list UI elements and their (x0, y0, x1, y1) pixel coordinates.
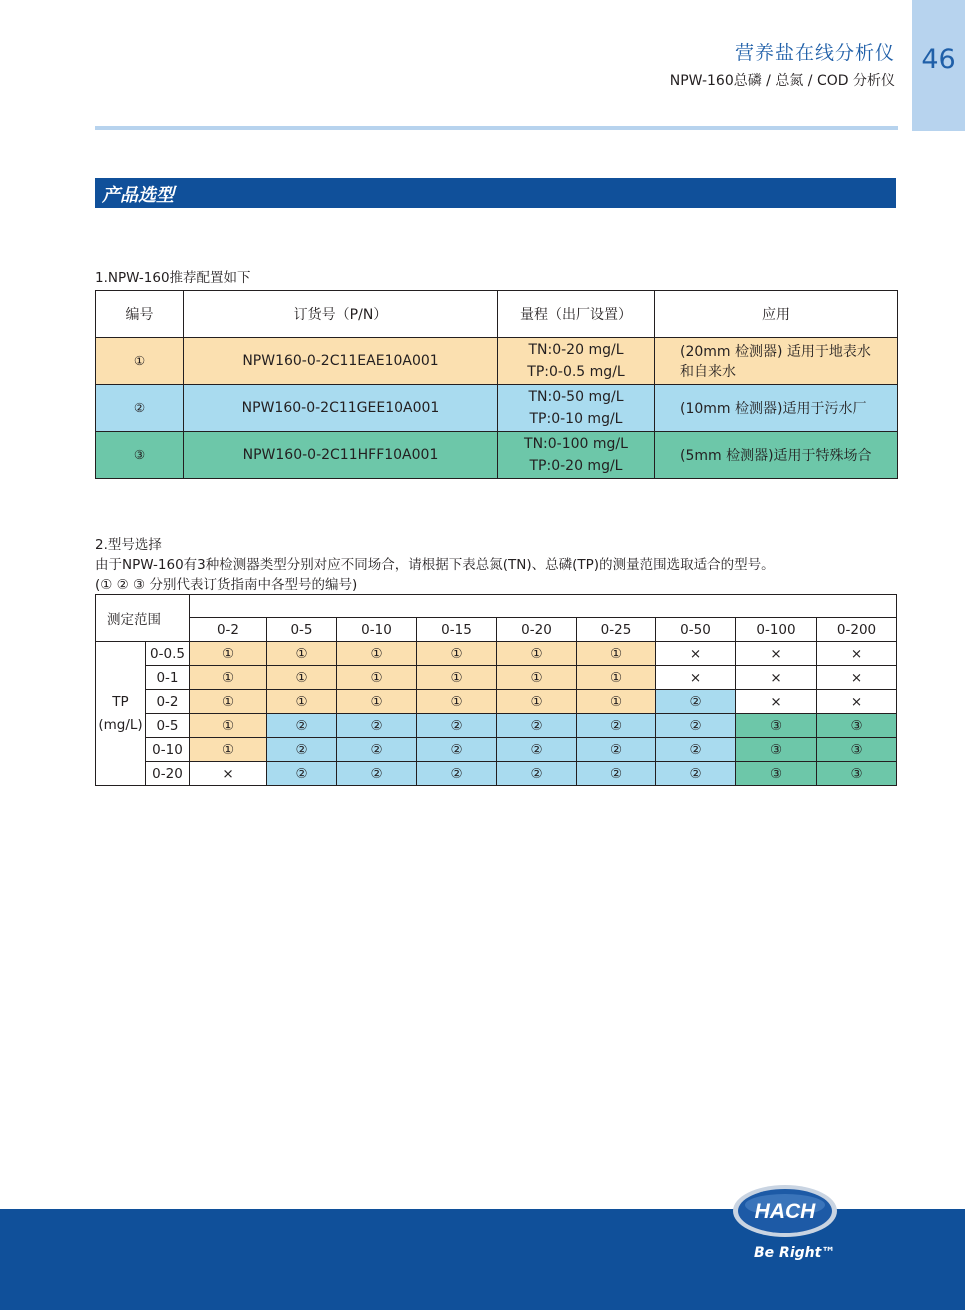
svg-text:HACH: HACH (754, 1200, 816, 1223)
part1-heading: 1.NPW-160推荐配置如下 (95, 270, 251, 286)
tn-range-header: 0-2 (190, 618, 267, 642)
page-number: 46 (921, 44, 956, 75)
model-cell: × (656, 642, 736, 666)
model-cell: ② (337, 714, 417, 738)
model-cell: × (736, 642, 817, 666)
model-cell: × (817, 690, 897, 714)
model-cell: ① (190, 714, 267, 738)
model-cell: ① (497, 642, 577, 666)
model-cell: ② (656, 738, 736, 762)
model-cell: ② (267, 738, 337, 762)
application-cell: (10mm 检测器)适用于污水厂 (655, 385, 898, 432)
model-cell: ① (337, 642, 417, 666)
model-cell: ① (417, 666, 497, 690)
application-cell: (5mm 检测器)适用于特殊场合 (655, 432, 898, 479)
hach-logo (732, 1183, 842, 1241)
table-row (96, 738, 897, 762)
page-tab (912, 0, 965, 131)
model-cell: ③ (736, 714, 817, 738)
table-row (96, 642, 897, 666)
model-cell: ② (577, 738, 656, 762)
tp-range-label: 0-1 (146, 666, 190, 690)
model-id: ② (96, 385, 184, 432)
model-cell: ③ (817, 714, 897, 738)
tn-range-header: 0-100 (736, 618, 817, 642)
model-cell: ① (267, 690, 337, 714)
model-id: ③ (96, 432, 184, 479)
tn-range-header: 0-200 (817, 618, 897, 642)
application-cell: (20mm 检测器) 适用于地表水 和自来水 (655, 338, 898, 385)
model-cell: ③ (736, 738, 817, 762)
tp-range-label: 0-5 (146, 714, 190, 738)
range-header-row (96, 595, 897, 618)
tn-range-header: 0-20 (497, 618, 577, 642)
model-cell: × (656, 666, 736, 690)
table-row (96, 762, 897, 786)
model-cell: ① (417, 642, 497, 666)
col-header-id: 编号 (96, 291, 184, 338)
tp-range-label: 0-0.5 (146, 642, 190, 666)
col-header-range: 量程（出厂设置） (498, 291, 655, 338)
section-bar (95, 178, 896, 208)
model-cell: × (736, 690, 817, 714)
model-cell: ① (267, 642, 337, 666)
model-cell: ① (190, 738, 267, 762)
model-cell: ② (417, 762, 497, 786)
header-title: 营养盐在线分析仪 (734, 42, 895, 64)
model-cell: ① (497, 666, 577, 690)
model-cell: ② (577, 762, 656, 786)
model-cell: × (817, 666, 897, 690)
table-row (96, 338, 898, 385)
model-cell: ① (267, 666, 337, 690)
section-title: 产品选型 (102, 185, 174, 206)
model-cell: ③ (736, 762, 817, 786)
model-cell: ② (577, 714, 656, 738)
range-cell: TN:0-20 mg/L TP:0-0.5 mg/L (498, 338, 655, 385)
tagline: Be Right™ (754, 1245, 836, 1261)
model-cell: ① (190, 690, 267, 714)
tp-range-label: 0-20 (146, 762, 190, 786)
range-label: 测定范围 (96, 595, 190, 642)
model-cell: ① (337, 666, 417, 690)
part-number: NPW160-0-2C11GEE10A001 (184, 385, 498, 432)
part-number: NPW160-0-2C11HFF10A001 (184, 432, 498, 479)
col-header-pn: 订货号（P/N） (184, 291, 498, 338)
model-cell: × (190, 762, 267, 786)
model-cell: ② (497, 738, 577, 762)
tp-axis-label: TP (mg/L) (96, 642, 146, 786)
part2-note: (① ② ③ 分别代表订货指南中各型号的编号) (95, 577, 358, 593)
model-cell: ① (577, 666, 656, 690)
tp-range-label: 0-10 (146, 738, 190, 762)
model-cell: ① (417, 690, 497, 714)
model-cell: ① (497, 690, 577, 714)
tn-range-header: 0-15 (417, 618, 497, 642)
config-table-header (96, 291, 898, 338)
model-cell: ① (337, 690, 417, 714)
model-cell: ② (656, 690, 736, 714)
model-cell: ② (417, 714, 497, 738)
part2-description: 由于NPW-160有3种检测器类型分别对应不同场合，请根据下表总氮(TN)、总磷(TP)的测量范围选取适合的型号。 (95, 557, 775, 573)
header-subtitle: NPW-160总磷 / 总氮 / COD 分析仪 (669, 73, 895, 89)
model-cell: ② (656, 762, 736, 786)
table-row (96, 690, 897, 714)
range-cell: TN:0-50 mg/L TP:0-10 mg/L (498, 385, 655, 432)
model-cell: ① (577, 690, 656, 714)
model-cell: ① (190, 666, 267, 690)
model-cell: × (817, 642, 897, 666)
model-cell: ② (337, 738, 417, 762)
model-cell: × (736, 666, 817, 690)
part-number: NPW160-0-2C11EAE10A001 (184, 338, 498, 385)
col-header-application: 应用 (655, 291, 898, 338)
header-divider (95, 126, 898, 130)
model-id: ① (96, 338, 184, 385)
model-cell: ③ (817, 738, 897, 762)
tn-range-header: 0-50 (656, 618, 736, 642)
model-cell: ② (497, 762, 577, 786)
model-cell: ② (656, 714, 736, 738)
model-selection-table (95, 594, 897, 786)
model-cell: ② (267, 714, 337, 738)
tp-range-label: 0-2 (146, 690, 190, 714)
table-row (96, 714, 897, 738)
model-cell: ① (190, 642, 267, 666)
table-row (96, 385, 898, 432)
model-cell: ② (337, 762, 417, 786)
tn-range-header: 0-25 (577, 618, 656, 642)
model-cell: ② (417, 738, 497, 762)
table-row (96, 666, 897, 690)
tn-header-band (190, 595, 897, 618)
part2-heading: 2.型号选择 (95, 537, 162, 553)
tn-range-header: 0-5 (267, 618, 337, 642)
tn-range-row (96, 618, 897, 642)
model-cell: ③ (817, 762, 897, 786)
tn-range-header: 0-10 (337, 618, 417, 642)
model-cell: ② (267, 762, 337, 786)
config-table (95, 290, 898, 479)
model-cell: ① (577, 642, 656, 666)
model-cell: ② (497, 714, 577, 738)
table-row (96, 432, 898, 479)
svg-text:®: ® (838, 1186, 844, 1195)
range-cell: TN:0-100 mg/L TP:0-20 mg/L (498, 432, 655, 479)
